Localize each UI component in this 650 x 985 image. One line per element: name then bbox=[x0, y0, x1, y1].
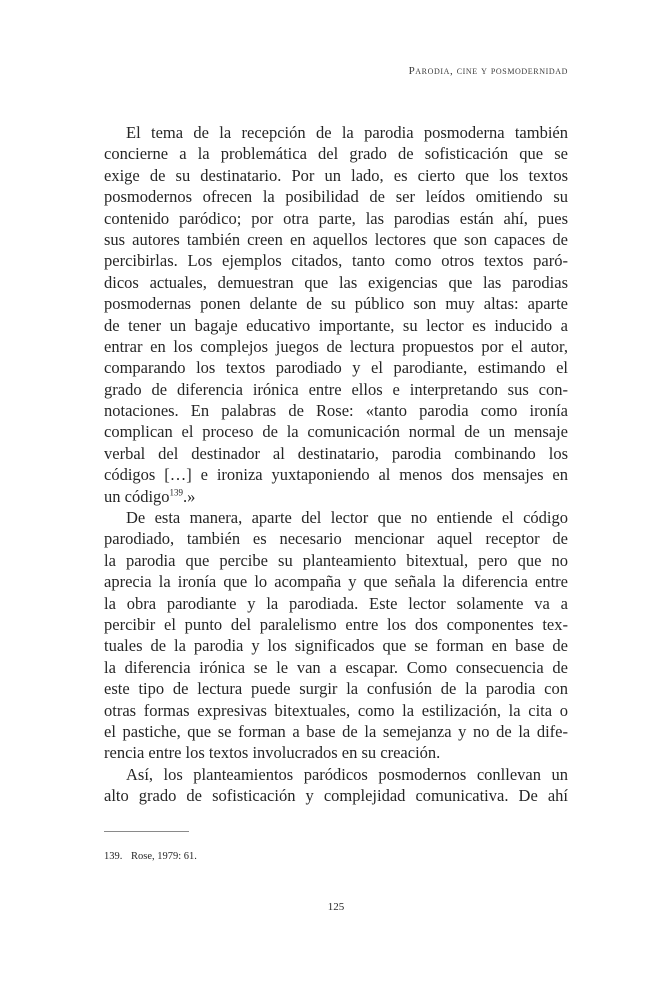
paragraph-3 bbox=[104, 764, 568, 807]
body-line: tuales de la parodia y los significados que se forman en base de bbox=[104, 636, 568, 656]
body-line: la parodia que percibe su planteamiento bitextual, pero que no bbox=[104, 550, 568, 570]
body-line: rencia entre los textos involucrados en su creación. bbox=[104, 743, 441, 763]
line-text: .» bbox=[183, 486, 196, 506]
footnote-text: Rose, 1979: 61. bbox=[131, 851, 197, 862]
body-line: complican el proceso de la comunicación normal de un mensaje bbox=[104, 422, 568, 442]
body-line: el pastiche, que se forman a base de la semejanza y no de la dife- bbox=[104, 721, 568, 741]
body-line: dicos actuales, demuestran que las exigencias que las parodias bbox=[104, 272, 568, 292]
body-line: El tema de la recepción de la parodia posmoderna también bbox=[126, 123, 568, 142]
body-line: notaciones. En palabras de Rose: «tanto parodia como ironía bbox=[104, 401, 568, 421]
body-line: percibirlas. Los ejemplos citados, tanto como otros textos paró- bbox=[104, 251, 568, 271]
footnote-number: 139. bbox=[104, 851, 123, 862]
body-line: exige de su destinatario. Por un lado, es cierto que los textos bbox=[104, 165, 568, 185]
body-line: posmodernos ofrecen la posibilidad de ser leídos omitiendo su bbox=[104, 187, 568, 207]
body-line: De esta manera, aparte del lector que no entiende el código bbox=[126, 508, 568, 528]
body-line: alto grado de sofisticación y complejidad comunicativa. De ahí bbox=[104, 786, 568, 806]
page-number: 125 bbox=[327, 901, 345, 913]
body-line: concierne a la problemática del grado de sofisticación que se bbox=[104, 144, 568, 164]
body-line: de tener un bagaje educativo importante, su lector es inducido a bbox=[104, 315, 568, 335]
body-line: la diferencia irónica se le van a escapar. Como consecuencia de bbox=[104, 657, 568, 677]
body-line: este tipo de lectura puede surgir la confusión de la parodia con bbox=[104, 679, 568, 699]
footnote-reference: 139 bbox=[169, 487, 184, 498]
body-line bbox=[104, 486, 568, 507]
body-line: parodiado, también es necesario mencionar aquel receptor de bbox=[104, 529, 568, 549]
body-line: verbal del destinador al destinatario, parodia combinando los bbox=[104, 443, 568, 463]
footnote bbox=[104, 850, 197, 864]
body-line: percibir el punto del paralelismo entre los dos componentes tex- bbox=[104, 614, 568, 634]
body-line: la obra parodiante y la parodiada. Este lector solamente va a bbox=[104, 593, 568, 613]
body-line: aprecia la ironía que lo acompaña y que señala la diferencia entre bbox=[104, 572, 568, 592]
body-text bbox=[104, 122, 568, 807]
body-line: contenido paródico; por otra parte, las parodias están ahí, pues bbox=[104, 208, 568, 228]
body-line: posmodernas ponen delante de su público son muy altas: aparte bbox=[104, 294, 568, 314]
paragraph-1 bbox=[104, 122, 568, 507]
footnote-rule bbox=[104, 831, 189, 832]
body-line: Así, los planteamientos paródicos posmodernos conllevan un bbox=[126, 764, 568, 784]
body-line: grado de diferencia irónica entre ellos e interpretando sus con- bbox=[104, 379, 568, 399]
line-text: un código bbox=[104, 486, 170, 506]
body-line: sus autores también creen en aquellos lectores que son capaces de bbox=[104, 229, 568, 249]
body-line: entrar en los complejos juegos de lectura propuestos por el autor, bbox=[104, 336, 568, 356]
paragraph-2 bbox=[104, 507, 568, 764]
body-line: otras formas expresivas bitextuales, como la estilización, la cita o bbox=[104, 700, 568, 720]
running-header: Parodia, cine y posmodernidad bbox=[408, 65, 568, 77]
body-line: códigos […] e ironiza yuxtaponiendo al menos dos mensajes en bbox=[104, 465, 568, 485]
body-line: comparando los textos parodiado y el parodiante, estimando el bbox=[104, 358, 568, 378]
